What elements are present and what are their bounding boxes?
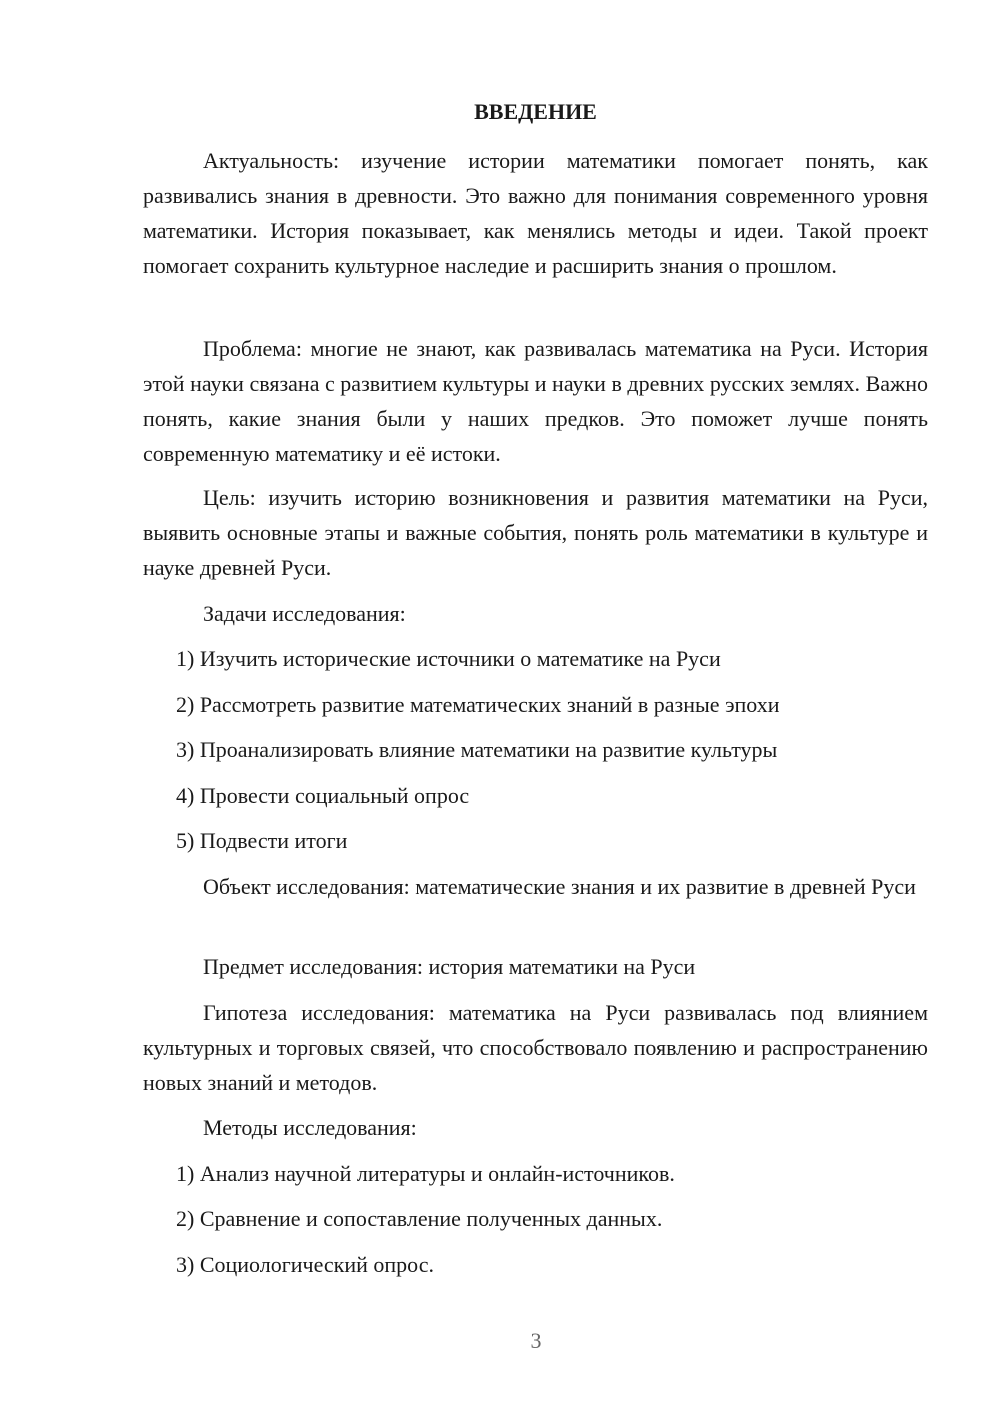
method-item: 2) Сравнение и сопоставление полученных данных. (176, 1206, 663, 1231)
tasks-heading: Задачи исследования: (203, 601, 406, 626)
method-item: 1) Анализ научной литературы и онлайн-источников. (176, 1161, 675, 1186)
task-item: 3) Проанализировать влияние математики на развитие культуры (176, 737, 778, 762)
task-item: 2) Рассмотреть развитие математических знаний в разные эпохи (176, 692, 780, 717)
subject-paragraph: Предмет исследования: история математики на Руси (203, 954, 696, 979)
relevance-paragraph: Актуальность: изучение истории математики помогает понять, как развивались знания в древности. Это важно для понимания современного уровня математики. История показывает, как менялись методы и идеи. Такой проект помогает сохранить культурное наследие и расширить знания о прошлом. (143, 148, 928, 278)
methods-heading: Методы исследования: (203, 1115, 417, 1140)
object-paragraph: Объект исследования: математические знания и их развитие в древней Руси (203, 874, 916, 899)
goal-paragraph: Цель: изучить историю возникновения и развития математики на Руси, выявить основные этапы и важные события, понять роль математики в культуре и науке древней Руси. (143, 485, 928, 580)
task-item: 5) Подвести итоги (176, 828, 348, 853)
hypothesis-paragraph: Гипотеза исследования: математика на Руси развивалась под влиянием культурных и торговых связей, что способствовало появлению и распространению новых знаний и методов. (143, 1000, 928, 1095)
method-item: 3) Социологический опрос. (176, 1252, 434, 1277)
task-item: 4) Провести социальный опрос (176, 783, 470, 808)
task-item: 1) Изучить исторические источники о математике на Руси (176, 646, 721, 671)
page-title: ВВЕДЕНИЕ (474, 99, 597, 124)
page-number: 3 (530, 1328, 542, 1353)
problem-paragraph: Проблема: многие не знают, как развивалась математика на Руси. История этой науки связана с развитием культуры и науки в древних русских землях. Важно понять, какие знания были у наших предков. Это поможет лучше понять современную математику и её истоки. (143, 336, 928, 466)
